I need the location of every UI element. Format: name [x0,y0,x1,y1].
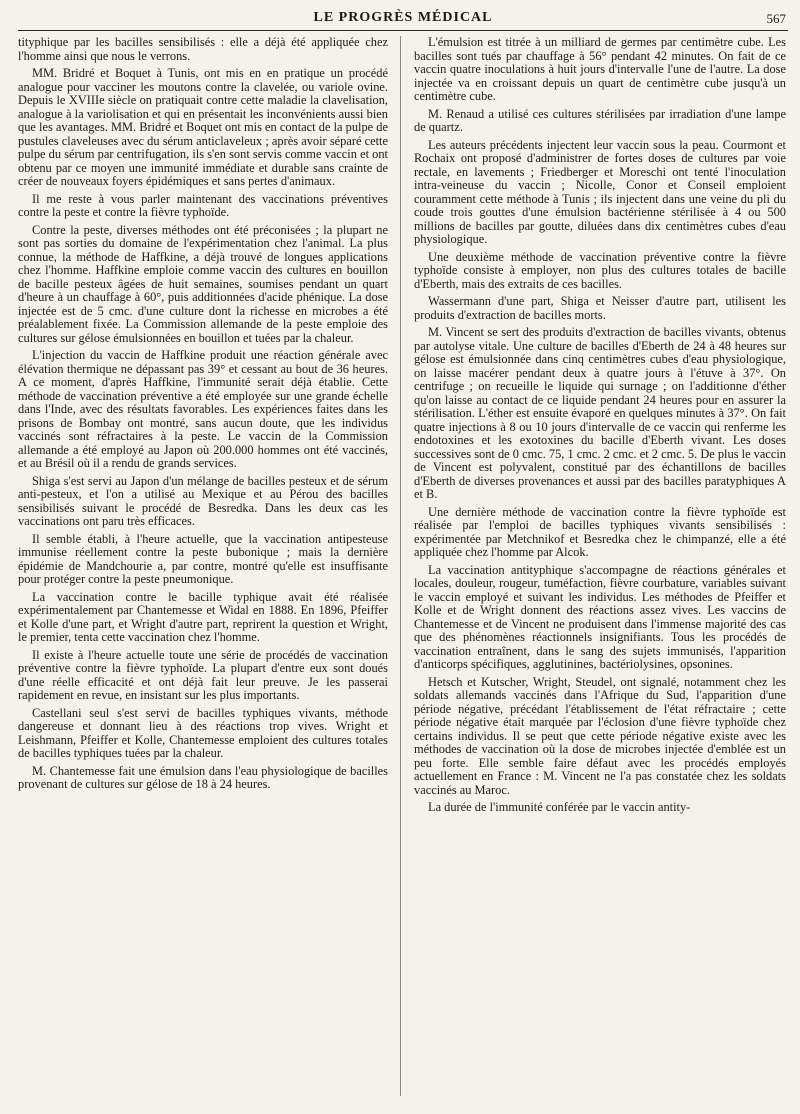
paragraph: Hetsch et Kutscher, Wright, Steudel, ont signalé, notamment chez les soldats allemands vaccinés dans l'Afrique du Sud, l'apparition d'une période négative, précédant l'établissement de l'état réfractaire ; cette période négative était marquée par l'éclosion d'une fièvre typhoïde chez certains individus. Il se peut que cette période négative existe avec les méthodes de vaccination où la dose de microbes injectée d'emblée est un peu forte. Elle semble faire défaut avec les procédés employés actuellement en France : M. Vincent ne l'a pas constatée chez les soldats vaccinés au Maroc. [414,674,786,797]
paragraph: Il existe à l'heure actuelle toute une série de procédés de vaccination préventive contre la fièvre typhoïde. La plupart d'entre eux sont doués d'une réelle efficacité et ont déjà fait leur preuve. Je les passerai rapidement en revue, en insistant sur les plus importants. [18,647,388,702]
page-header [18,8,788,31]
paragraph: Une dernière méthode de vaccination contre la fièvre typhoïde est réalisée par l'emploi de bacilles typhiques vivants sensibilisés : expérimentée par Metchnikof et Besredka chez le chimpanzé, elle a été appliquée chez l'homme par Alcok. [414,504,786,559]
paragraph: La vaccination contre le bacille typhique avait été réalisée expérimentalement par Chantemesse et Widal en 1888. En 1896, Pfeiffer et Kolle d'une part, et Wright d'autre part, reprirent la question et Wright, le premier, tenta cette vaccination chez l'homme. [18,589,388,644]
paragraph: L'injection du vaccin de Haffkine produit une réaction générale avec élévation thermique ne dépassant pas 39° et cessant au bout de 36 heures. A ce moment, d'après Haffkine, l'immunité serait déjà établie. Cette méthode de vaccination préventive a été employée sur une grande échelle dans l'Inde, avec des résultats favorables. Les expériences faites dans les prisons de Bombay ont montré, sans aucun doute, que les individus vaccinés sont réfractaires à la peste. Le vaccin de la Commission allemande a été employé au Japon où 200.000 hommes ont été vaccinés, et au Brésil où il a rendu de grands services. [18,348,388,470]
paragraph: Une deuxième méthode de vaccination préventive contre la fièvre typhoïde consiste à employer, non plus des cultures totales de bacille d'Eberth, mais des extraits de ces bacilles. [414,249,786,291]
paragraph: Wassermann d'une part, Shiga et Neisser d'autre part, utilisent les produits d'extraction de bacilles morts. [414,294,786,322]
paragraph: La vaccination antityphique s'accompagne de réactions générales et locales, douleur, rougeur, tuméfaction, fièvre courbature, variables suivant le vaccin employé et suivant les individus. Les méthodes de Pfeiffer et Kolle et de Wright donnent des réactions assez vives. Les vaccins de Chantemesse et de Vincent ne produisent dans l'immense majorité des cas que des phénomènes réactionnels insignifiants. Tous les procédés de vaccination entraînent, dans le sang des sujets immunisés, l'apparition d'anticorps spécifiques, agglutinines, bactériolysines, opsonines. [414,562,786,671]
paragraph: M. Chantemesse fait une émulsion dans l'eau physiologique de bacilles provenant de cultures sur gélose de 18 à 24 heures. [18,763,388,791]
paragraph: Shiga s'est servi au Japon d'un mélange de bacilles pesteux et de sérum anti-pesteux, et l'on a utilisé au Mexique et au Pérou des bacilles sensibilisés suivant le procédé de Besredka. Dans les deux cas les vaccinations ont paru très efficaces. [18,473,388,528]
paragraph: L'émulsion est titrée à un milliard de germes par centimètre cube. Les bacilles sont tués par chauffage à 56° pendant 42 minutes. On fait de ce vaccin quatre inoculations à huit jours d'intervalle l'une de l'autre. La dose injectée va en croissant depuis un quart de centimètre cube jusqu'à un centimètre cube. [414,36,786,103]
paragraph: Il me reste à vous parler maintenant des vaccinations préventives contre la peste et contre la fièvre typhoïde. [18,191,388,219]
paragraph: Castellani seul s'est servi de bacilles typhiques vivants, méthode dangereuse et donnant lieu à des réactions trop vives. Wright et Leishmann, Pfeiffer et Kolle, Chantemesse emploient des cultures totales de bacilles typhiques tuées par la chaleur. [18,705,388,760]
paragraph: MM. Bridré et Boquet à Tunis, ont mis en en pratique un procédé analogue pour vacciner les moutons contre la clavelée, ou variole ovine. Depuis le XVIIIe siècle on pratiquait contre cette maladie la clavelisation, analogue à la variolisation et qui en présentait les inconvénients aussi bien que les avantages. MM. Bridré et Boquet ont mis en contact de la pulpe de pustules claveleuses avec du sérum anticlaveleux ; après avoir séparé cette pulpe du sérum par centrifugation, ils s'en sont servis comme vaccin et ont obtenu par ce moyen une immunité immédiate et durable sans crainte de créer de nouveaux foyers épidémiques et sans pertes d'animaux. [18,66,388,188]
paragraph: Les auteurs précédents injectent leur vaccin sous la peau. Courmont et Rochaix ont proposé d'administrer de fortes doses de cultures par voie rectale, en lavements ; Friedberger et Moreschi ont tenté l'inoculation intra-veineuse du vaccin ; Nicolle, Conor et Conseil emploient couramment cette méthode à Tunis ; ils injectent dans une veine du pli du coude trois gouttes d'une émulsion bactérienne stérilisée à 4 ou 500 millions de bacilles par goutte, diluées dans dix centimètres cubes d'eau physiologique. [414,137,786,246]
paragraph: tityphique par les bacilles sensibilisés : elle a déjà été appliquée chez l'homme ainsi que nous le verrons. [18,36,388,63]
paragraph: M. Renaud a utilisé ces cultures stérilisées par irradiation d'une lampe de quartz. [414,106,786,134]
left-column [18,36,388,1096]
running-title: LE PROGRÈS MÉDICAL [313,10,493,25]
right-column [414,36,786,1096]
paragraph: Il semble établi, à l'heure actuelle, que la vaccination antipesteuse immunise réellement contre la peste bubonique ; mais la dernière épidémie de Mandchourie a, par contre, montré qu'elle est insuffisante pour protéger contre la peste pneumonique. [18,531,388,586]
paragraph: M. Vincent se sert des produits d'extraction de bacilles vivants, obtenus par autolyse vitale. Une culture de bacilles d'Eberth de 24 à 48 heures sur gélose est émulsionnée dans cinq centimètres cubes d'eau physiologique, on laisse macérer pendant deux à quatre jours à l'étuve à 37°. On centrifuge ; on recueille le liquide qui surnage ; on l'additionne d'éther qu'on laisse au contact de ce liquide pendant 24 heures pour en assurer la stérilisation. L'éther est ensuite évaporé en quelques minutes à 37°. On fait quatre injections à 8 ou 10 jours d'intervalle de ce vaccin qui renferme les endotoxines et les exotoxines du bacille d'Eberth vivant. Les doses successives sont de 0 cmc. 75, 1 cmc. 2 cmc. et 2 cmc. 5. De plus le vaccin de Vincent est polyvalent, constitué par des échantillons de bacilles d'Eberth de diverses provenances et aussi par des bacilles paratyphiques A et B. [414,325,786,501]
column-divider [400,36,401,1096]
page-number: 567 [766,11,786,26]
paragraph: Contre la peste, diverses méthodes ont été préconisées ; la plupart ne sont pas sorties du domaine de l'expérimentation chez l'animal. La plus connue, la méthode de Haffkine, a déjà trouvé de longues applications chez l'homme. Haffkine emploie comme vaccin des cultures en bouillon de bacille pesteux âgées de huit semaines, soumises pendant un quart d'heure à un chauffage à 60°, puis additionnées d'acide phénique. La dose injectée est de 5 cmc. d'une culture dont la richesse en microbes a été préalablement fixée. La Commission allemande de la peste emploie des cultures sur gélose émulsionnées en bouillon et tuées par la chaleur. [18,222,388,345]
paragraph: La durée de l'immunité conférée par le vaccin antity- [428,800,691,814]
